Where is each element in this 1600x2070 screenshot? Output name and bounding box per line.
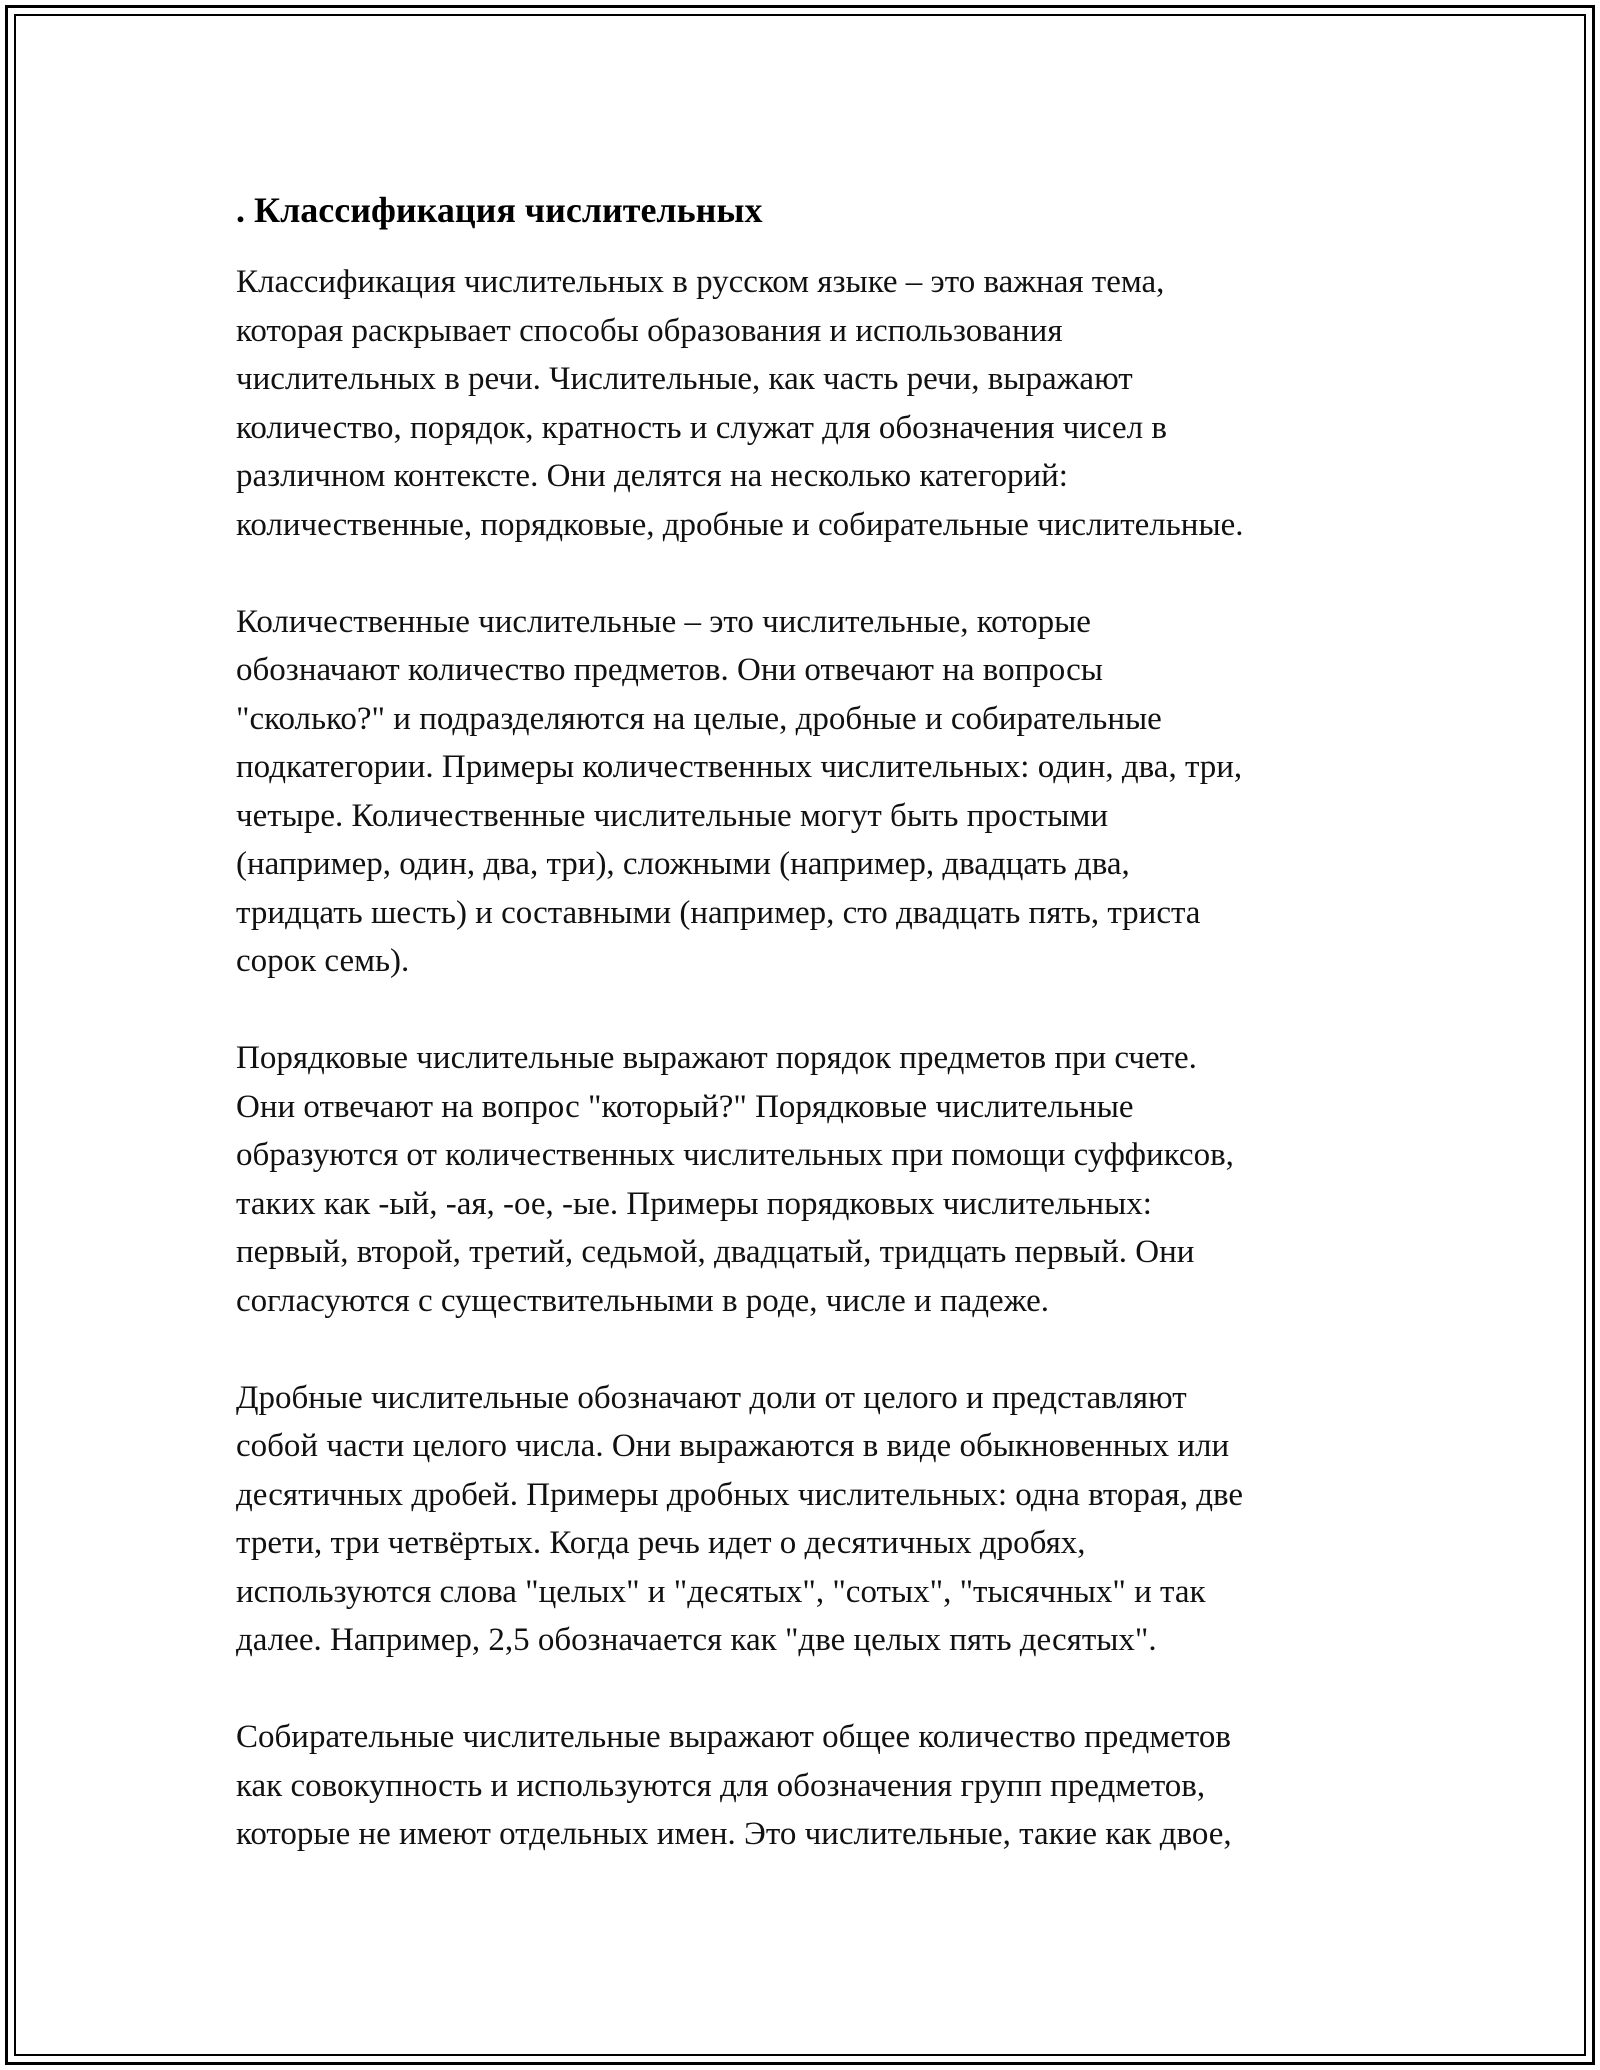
text-line: (например, один, два, три), сложными (например, двадцать два, bbox=[236, 846, 1130, 882]
text-line: числительных в речи. Числительные, как часть речи, выражают bbox=[236, 361, 1133, 397]
text-line: десятичных дробей. Примеры дробных числительных: одна вторая, две bbox=[236, 1476, 1244, 1513]
text-line: согласуются с существительными в роде, числе и падеже. bbox=[236, 1282, 1049, 1319]
text-line: трети, три четвёртых. Когда речь идет о десятичных дробях, bbox=[236, 1525, 1086, 1561]
text-line: Собирательные числительные выражают общее количество предметов bbox=[236, 1719, 1231, 1755]
paragraph bbox=[236, 1713, 1386, 1859]
text-line: Они отвечают на вопрос "который?" Порядковые числительные bbox=[236, 1088, 1134, 1125]
section-heading: . Классификация числительных bbox=[236, 190, 763, 230]
text-line: первый, второй, третий, седьмой, двадцатый, тридцать первый. Они bbox=[236, 1234, 1195, 1270]
text-line: используются слова "целых" и "десятых", "сотых", "тысячных" и так bbox=[236, 1573, 1206, 1610]
text-line: далее. Например, 2,5 обозначается как "две целых пять десятых". bbox=[236, 1622, 1157, 1658]
text-line: как совокупность и используются для обозначения групп предметов, bbox=[236, 1767, 1206, 1804]
text-line: различном контексте. Они делятся на несколько категорий: bbox=[236, 458, 1068, 494]
text-line: образуются от количественных числительных при помощи суффиксов, bbox=[236, 1137, 1234, 1173]
text-line: Порядковые числительные выражают порядок предметов при счете. bbox=[236, 1040, 1197, 1076]
text-line: обозначают количество предметов. Они отвечают на вопросы bbox=[236, 652, 1103, 688]
text-line: количественные, порядковые, дробные и собирательные числительные. bbox=[236, 506, 1244, 543]
paragraph bbox=[236, 598, 1386, 986]
text-line: "сколько?" и подразделяются на целые, дробные и собирательные bbox=[236, 700, 1162, 737]
text-line: собой части целого числа. Они выражаются в виде обыкновенных или bbox=[236, 1428, 1230, 1464]
text-line: которая раскрывает способы образования и использования bbox=[236, 312, 1063, 349]
paragraph bbox=[236, 1374, 1386, 1665]
paragraph bbox=[236, 258, 1386, 549]
text-line: Количественные числительные – это числительные, которые bbox=[236, 603, 1091, 640]
text-line: подкатегории. Примеры количественных числительных: один, два, три, bbox=[236, 749, 1243, 785]
text-line: тридцать шесть) и составными (например, сто двадцать пять, триста bbox=[236, 894, 1201, 931]
paragraphs-container bbox=[236, 258, 1386, 1859]
document-body bbox=[236, 186, 1386, 1907]
text-line: Дробные числительные обозначают доли от целого и представляют bbox=[236, 1379, 1187, 1416]
text-line: таких как -ый, -ая, -ое, -ые. Примеры порядковых числительных: bbox=[236, 1185, 1152, 1222]
text-line: Классификация числительных в русском языке – это важная тема, bbox=[236, 264, 1165, 300]
text-line: сорок семь). bbox=[236, 943, 410, 979]
text-line: четыре. Количественные числительные могут быть простыми bbox=[236, 797, 1108, 834]
paragraph bbox=[236, 1034, 1386, 1325]
text-line: количество, порядок, кратность и служат для обозначения чисел в bbox=[236, 409, 1167, 446]
text-line: которые не имеют отдельных имен. Это числительные, такие как двое, bbox=[236, 1816, 1232, 1852]
